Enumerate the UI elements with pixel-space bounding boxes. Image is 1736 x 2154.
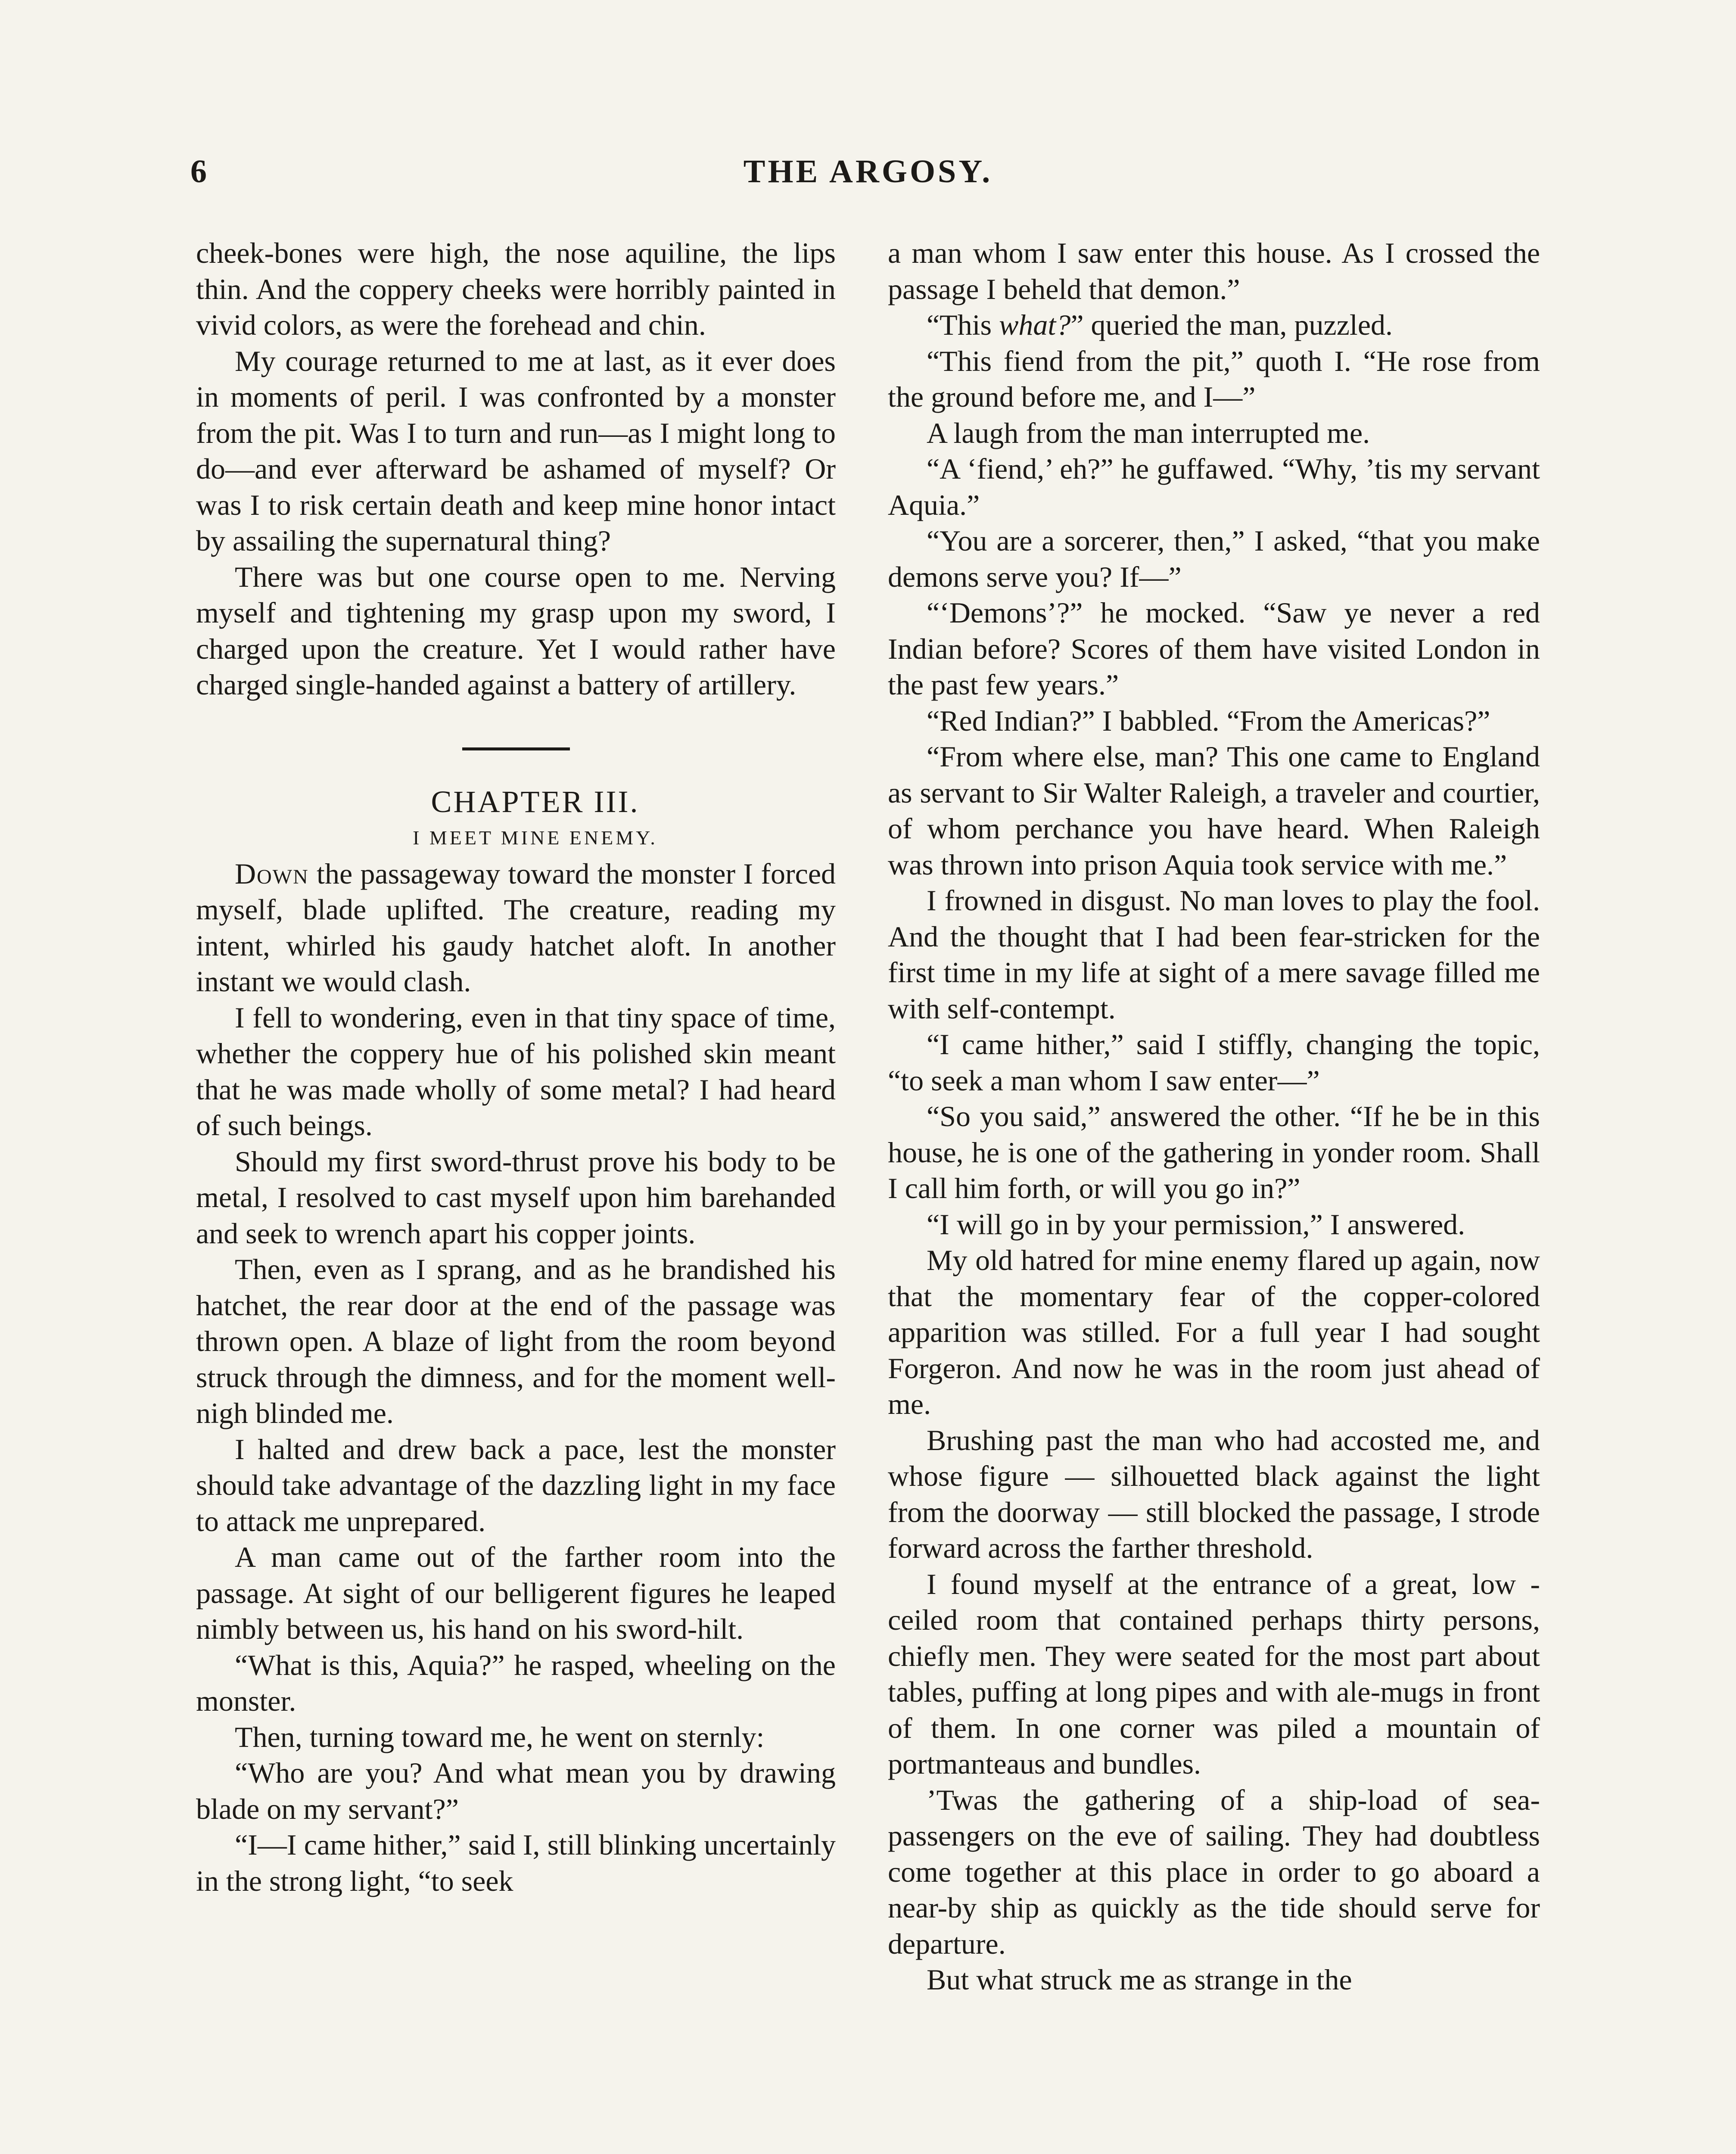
- paragraph: ’Twas the gathering of a ship-load of sea-passengers on the eve of sailing. They had doubtless come together at this place in order to go aboard a near-by ship as quickly as the tide should serve for departure.: [888, 1783, 1540, 1960]
- paragraph: Then, even as I sprang, and as he brandished his hatchet, the rear door at the end of the passage was thrown open. A blaze of light from the room beyond struck through the dimness, and for the moment well-nigh blinded me.: [196, 1253, 836, 1429]
- paragraph: My old hatred for mine enemy flared up again, now that the momentary fear of the copper-colored apparition was stilled. For a full year I had sought Forgeron. And now he was in the room just ahead of me.: [888, 1244, 1540, 1420]
- paragraph: Then, turning toward me, he went on sternly:: [235, 1720, 765, 1753]
- paragraph: cheek-bones were high, the nose aquiline, the lips thin. And the coppery cheeks were horribly painted in vivid colors, as were the forehead and chin.: [196, 237, 836, 341]
- paragraph: I fell to wondering, even in that tiny space of time, whether the coppery hue of his polished skin meant that he was made wholly of some metal? I had heard of such beings.: [196, 1001, 836, 1142]
- paragraph: Should my first sword-thrust prove his body to be metal, I resolved to cast myself upon him barehanded and seek to wrench apart his copper joints.: [196, 1145, 836, 1250]
- paragraph: “I—I came hither,” said I, still blinking uncertainly in the strong light, “to seek: [196, 1828, 836, 1897]
- paragraph: “You are a sorcerer, then,” I asked, “that you make demons serve you? If—”: [888, 524, 1540, 593]
- paragraph: “A ‘fiend,’ eh?” he guffawed. “Why, ’tis my servant Aquia.”: [888, 452, 1540, 521]
- chapter-opening-paragraph: [196, 856, 836, 1000]
- paragraph: “From where else, man? This one came to England as servant to Sir Walter Raleigh, a traveler and courtier, of whom perchance you have heard. When Raleigh was thrown into prison Aquia took service with me.”: [888, 740, 1540, 881]
- paragraph: I found myself at the entrance of a great, low - ceiled room that contained perhaps thirty persons, chiefly men. They were seated for the most part about tables, puffing at long pipes and with ale-mugs in front of them. In one corner was piled a mountain of portmanteaus and bundles.: [888, 1567, 1540, 1780]
- paragraph: There was but one course open to me. Nerving myself and tightening my grasp upon my sword, I charged upon the creature. Yet I would rather have charged single-handed against a battery of artillery.: [196, 560, 836, 701]
- paragraph: “‘Demons’?” he mocked. “Saw ye never a red Indian before? Scores of them have visited London in the past few years.”: [888, 596, 1540, 701]
- paragraph: a man whom I saw enter this house. As I crossed the passage I beheld that demon.”: [888, 237, 1540, 305]
- paragraph: “Red Indian?” I babbled. “From the Americas?”: [927, 704, 1490, 737]
- paragraph: I frowned in disgust. No man loves to play the fool. And the thought that I had been fear-stricken for the first time in my life at sight of a mere savage filled me with self-contempt.: [888, 884, 1540, 1025]
- chapter-heading: CHAPTER III.: [431, 784, 640, 819]
- paragraph: My courage returned to me at last, as it ever does in moments of peril. I was confronted by a monster from the pit. Was I to turn and run—as I might long to do—and ever afterward be ashamed of myself? Or was I to risk certain death and keep mine honor intact by assailing the supernatural thing?: [196, 344, 836, 557]
- chapter-subtitle: I MEET MINE ENEMY.: [413, 827, 658, 849]
- left-column: [196, 235, 836, 1899]
- paragraph: A man came out of the farther room into the passage. At sight of our belligerent figures he leaped nimbly between us, his hand on his sword-hilt.: [196, 1541, 836, 1645]
- paragraph-text: the passageway toward the monster I forced myself, blade uplifted. The creature, reading my intent, whirled his gaudy hatchet aloft. In another instant we would clash.: [196, 857, 836, 998]
- paragraph: “So you said,” answered the other. “If he be in this house, he is one of the gathering in yonder room. Shall I call him forth, or will you go in?”: [888, 1100, 1540, 1205]
- paragraph: Brushing past the man who had accosted me, and whose figure — silhouetted black against the light from the doorway — still blocked the passage, I strode forward across the farther threshold.: [888, 1423, 1540, 1564]
- paragraph: “I will go in by your permission,” I answered.: [927, 1208, 1465, 1241]
- running-head-title: THE ARGOSY.: [743, 153, 993, 190]
- page-number: 6: [190, 153, 208, 190]
- paragraph-text: ” queried the man, puzzled.: [1070, 308, 1393, 341]
- paragraph-text: “This: [927, 308, 999, 341]
- emphasis-text: what?: [999, 308, 1071, 341]
- paragraph: [888, 307, 1540, 343]
- lead-word: Down: [235, 857, 309, 890]
- paragraph: “This fiend from the pit,” quoth I. “He rose from the ground before me, and I—”: [888, 344, 1540, 413]
- section-divider: [462, 747, 570, 750]
- paragraph: I halted and drew back a pace, lest the monster should take advantage of the dazzling light in my face to attack me unprepared.: [196, 1432, 836, 1538]
- paragraph: “Who are you? And what mean you by drawing blade on my servant?”: [196, 1756, 836, 1825]
- paragraph: “What is this, Aquia?” he rasped, wheeling on the monster.: [196, 1648, 836, 1717]
- paragraph: A laugh from the man interrupted me.: [927, 416, 1370, 449]
- paragraph: But what struck me as strange in the: [927, 1963, 1352, 1996]
- paragraph: “I came hither,” said I stiffly, changing the topic, “to seek a man whom I saw enter—”: [888, 1028, 1540, 1097]
- right-column: [888, 235, 1540, 1998]
